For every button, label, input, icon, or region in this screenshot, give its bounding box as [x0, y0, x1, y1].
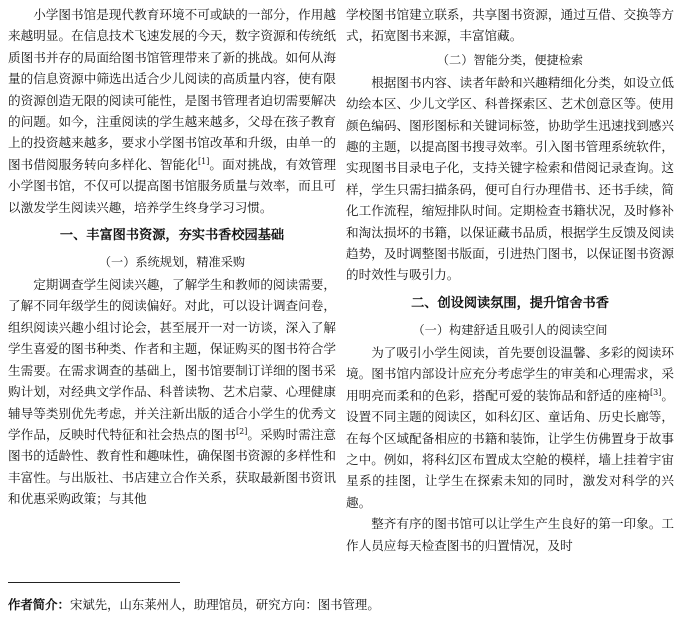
intro-paragraph: [8, 4, 336, 218]
body-paragraph: 整齐有序的图书馆可以让学生产生良好的第一印象。工作人员应每天检查图书的归置情况，及时: [346, 516, 674, 553]
citation-ref: [2]: [236, 426, 248, 436]
footnote-divider: [8, 582, 180, 583]
section-heading: 一、丰富图书资源，夯实书香校园基础: [59, 228, 285, 244]
paragraph-text: 。面对挑战，有效管理小学图书馆，不仅可以提高图书馆服务质量与效率，而且可以激发学生阅读兴趣，培养学生终身学习习惯。: [8, 156, 337, 215]
left-column: [8, 4, 336, 510]
section-heading: 二、创设阅读氛围，提升馆舍书香: [411, 295, 609, 311]
paragraph-text: 为了吸引小学生阅读，首先要创设温馨、多彩的阅读环境。图书馆内部设计应充分考虑学生的审美和心理需求，采用明亮而柔和的色彩，搭配可爱的装饰品和舒适的座椅: [346, 344, 674, 403]
subsection-heading: （一）构建舒适且吸引人的阅读空间: [412, 322, 608, 337]
paragraph-text: 定期调查学生阅读兴趣，了解学生和教师的阅读需要，了解不同年级学生的阅读偏好。对此，可以设计调查问卷，组织阅读兴趣小组讨论会，甚至展开一对一访谈，深入了解学生喜爱的图书种类、作者和主题，保证购买的图书符合学生需要。在需求调查的基础上，图书馆要制订详细的图书采购计划，对经典文学作品、科普读物、艺术启蒙、心理健康辅导等类别优先考虑，并关注新出版的适合小学生的优秀文学作品，反映时代特征和社会热点的图书: [8, 277, 336, 442]
continued-paragraph: 学校图书馆建立联系，共享图书资源，通过互借、交换等方式，拓宽图书来源，丰富馆藏。: [346, 7, 674, 44]
body-paragraph: [8, 274, 336, 509]
citation-ref: [3]: [650, 387, 662, 397]
footnote-label: 作者简介：: [8, 597, 70, 612]
subsection-heading: （二）智能分类，便捷检索: [436, 52, 584, 67]
body-paragraph: [346, 342, 674, 513]
right-column: [346, 4, 674, 556]
footnote-text: 宋斌先，山东莱州人，助理馆员，研究方向：图书管理。: [69, 597, 380, 612]
body-paragraph: 根据图书内容、读者年龄和兴趣精细化分类，如设立低幼绘本区、少儿文学区、科普探索区、艺术创意区等。使用颜色编码、图形图标和关键词标签，协助学生迅速找到感兴趣的主题，以提高图书搜寻效率。引入图书管理系统软件，实现图书目录电子化，支持关键字检索和借阅记录查询。这样，学生只需扫描条码，便可自行办理借书、还书手续，简化工作流程，缩短排队时间。定期检查书籍状况，及时修补和淘汰损坏的书籍，以保证藏书品质，根据学生反馈及阅读趋势，及时调整图书版面，引进热门图书，以保证图书资源的时效性与吸引力。: [346, 74, 674, 283]
subsection-heading: （一）系统规划，精准采购: [98, 255, 246, 270]
paragraph-text: 。设置不同主题的阅读区，如科幻区、童话角、历史长廊等，在每个区域配备相应的书籍和装饰，让学生仿佛置身于故事之中。例如，将科幻区布置成太空舱的模样，墙上挂着宇宙星系的挂图，让学生在探索未知的同时，激发对科学的兴趣。: [346, 387, 675, 510]
citation-ref: [1]: [198, 156, 210, 166]
paragraph-text: 小学图书馆是现代教育环境不可或缺的一部分，作用越来越明显。在信息技术飞速发展的今天，数字资源和传统纸质图书并存的局面给图书馆管理带来了新的挑战。如何从海量的信息资源中筛选出适合少儿阅读的高质量内容，使有限的资源创造无限的阅读可能性，是图书管理者迫切需要解决的问题。如今，注重阅读的学生越来越多，父母在孩子教育上的投资越来越多，要求小学图书馆改革和升级，由单一的图书借阅服务转向多样化、智能化: [8, 7, 336, 172]
paragraph-text: 。采购时需注意图书的适龄性、教育性和趣味性，确保图书资源的多样性和丰富性。与出版社、书店建立合作关系，获取最新图书资讯和优惠采购政策；与其他: [8, 426, 337, 507]
author-footnote: [8, 596, 380, 614]
